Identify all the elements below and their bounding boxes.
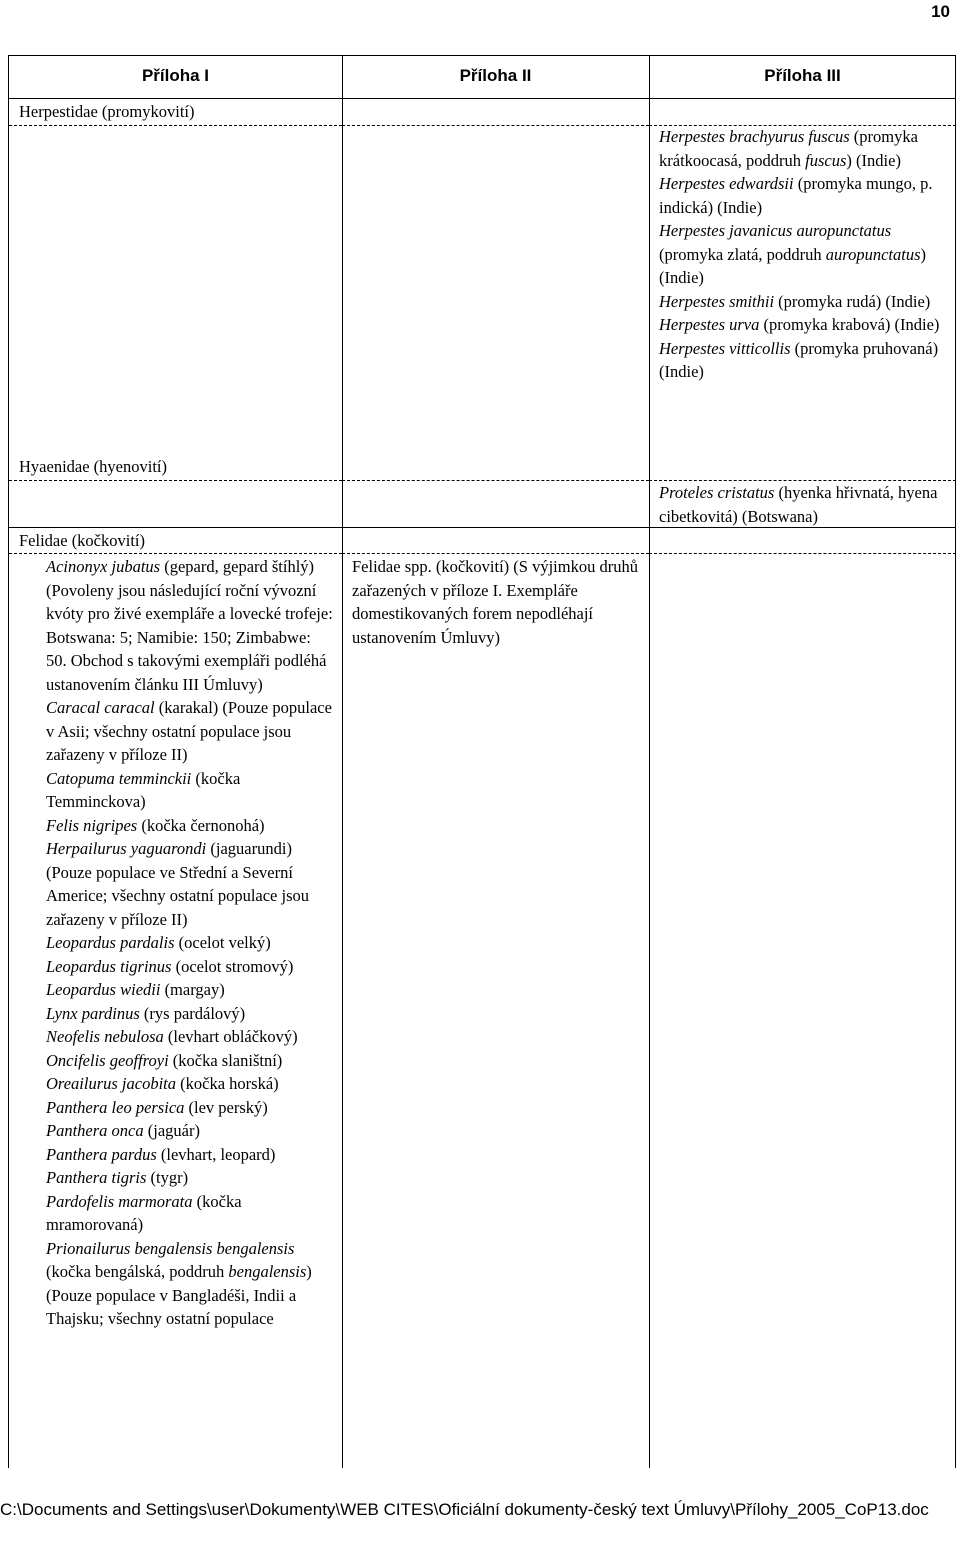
species-entry [46,1049,334,1073]
appendix-table [8,55,956,1468]
species-description: (promyka mungo, p. indická) (Indie) [659,174,933,217]
column-divider [342,56,343,1468]
species-description: (jaguarundi) (Pouze populace ve Střední a Severní Americe; všechny ostatní populace jsou zařazeny v příloze II) [46,839,310,929]
species-entry [46,767,334,814]
species-latin-name: Pardofelis marmorata [46,1191,193,1211]
species-latin-name: Prionailurus bengalensis bengalensis [46,1238,295,1258]
species-description: (kočka mramorovaná) [46,1191,242,1234]
species-latin-name: Herpailurus yaguarondi [46,839,207,858]
species-description: (tygr) [146,1168,189,1187]
family-label: Herpestidae (promykovití) [19,102,195,121]
page-number: 10 [931,2,950,21]
dashed-rule [342,480,649,481]
hyaenidae-appendix-3 [659,481,951,528]
species-latin-name: Herpestes edwardsii [659,174,794,193]
family-separator [9,527,955,528]
felidae-appendix-2: Felidae spp. (kočkovití) (S výjimkou druhů zařazených v příloze I. Exempláře domestikovaných forem nepodléhají ustanovením Úmluvy) [352,557,638,647]
species-latin-name: Herpestes brachyurus fuscus [659,127,850,146]
species-entry [659,219,951,290]
species-latin-name: Herpestes vitticollis [659,338,791,358]
species-latin-name: Leopardus pardalis [46,933,175,952]
species-description: (promyka zlatá, poddruh [659,244,826,264]
species-latin-name: Herpestes urva [659,315,760,334]
species-latin-name: Caracal caracal [46,698,155,717]
species-description: (promyka rudá) (Indie) [774,291,931,311]
species-latin-name: Panthera onca [46,1121,144,1140]
species-description: ) (Indie) [846,150,901,170]
dashed-rule [9,480,342,481]
column-divider [649,56,650,1468]
header-appendix-3: Příloha III [764,66,841,85]
header-appendix-1: Příloha I [141,66,210,85]
species-description: ) (Indie) [659,244,927,287]
species-latin-name: Panthera tigris [46,1168,147,1187]
species-entry [46,1119,334,1143]
species-description: (kočka slaništní) [168,1050,283,1070]
species-description: (ocelot velký) [174,933,271,952]
species-entry [659,481,951,528]
species-entry [46,555,334,696]
species-description: (margay) [160,980,225,999]
species-description: (hyenka hřivnatá, hyena cibetkovitá) (Botswana) [659,483,938,526]
species-entry [659,172,951,219]
species-entry [659,290,951,314]
species-entry [46,837,334,931]
species-latin-name: Acinonyx jubatus [46,557,161,576]
family-label: Felidae (kočkovití) [19,531,146,550]
species-description: (kočka Temminckova) [46,768,241,811]
family-label: Hyaenidae (hyenovití) [19,457,167,476]
species-description: (kočka horská) [176,1074,279,1093]
species-description: (levhart obláčkový) [163,1027,298,1046]
species-description: (karakal) (Pouze populace v Asii; všechny ostatní populace jsou zařazeny v příloze II) [46,698,332,764]
dashed-rule [342,125,649,126]
species-entry [659,337,951,384]
dashed-rule [9,553,342,554]
species-entry [46,1237,334,1331]
species-description: (promyka krátkoocasá, poddruh [659,127,918,170]
species-latin-name: Leopardus wiedii [46,980,161,999]
species-latin-name: Catopuma temminckii [46,768,192,788]
species-latin-name: Neofelis nebulosa [46,1027,164,1046]
dashed-rule [9,125,342,126]
species-latin-name: Oreailurus jacobita [46,1074,177,1093]
species-entry [46,814,334,838]
species-latin-name: Leopardus tigrinus [46,956,172,976]
dashed-rule [649,553,956,554]
species-description: (promyka krabová) (Indie) [759,315,940,334]
species-latin-name: Proteles cristatus [659,483,775,502]
species-entry [46,955,334,979]
species-latin-name: Panthera leo persica [46,1097,185,1117]
species-latin-name: Herpestes javanicus auropunctatus [659,221,892,240]
species-entry [46,1072,334,1096]
species-entry [46,1190,334,1237]
species-latin-name: bengalensis [228,1262,307,1281]
species-entry [659,313,951,337]
species-entry [46,1143,334,1167]
species-entry [46,931,334,955]
species-description: (promyka pruhovaná) (Indie) [659,338,939,381]
species-latin-name: auropunctatus [825,244,921,264]
species-latin-name: fuscus [805,150,847,170]
felidae-appendix-1 [46,555,334,1331]
species-description: (gepard, gepard štíhlý) (Povoleny jsou následující roční vývozní kvóty pro živé exempláře a lovecké trofeje: Botswana: 5; Namibie: 150; Zimbabwe: 50. Obchod s takovými exempláři podléhá ustanovením článku III Úmluvy) [46,557,333,694]
species-entry [46,978,334,1002]
dashed-rule [342,553,649,554]
species-description: (ocelot stromový) [171,956,294,976]
species-latin-name: Panthera pardus [46,1144,157,1164]
species-entry [659,125,951,172]
species-entry [46,1166,334,1190]
species-description: (rys pardálový) [139,1003,246,1023]
species-description: (levhart, leopard) [156,1144,276,1164]
species-description: (kočka černonohá) [137,815,265,835]
species-entry [46,1025,334,1049]
species-description: ) (Pouze populace v Bangladéši, Indii a Thajsku; všechny ostatní populace [46,1262,312,1328]
file-path-footer: C:\Documents and Settings\user\Dokumenty\WEB CITES\Oficiální dokumenty-český text Úmluvy\Přílohy_2005_CoP13.doc [0,1500,929,1519]
species-description: (lev perský) [184,1097,268,1117]
species-latin-name: Herpestes smithii [659,291,775,311]
herpestidae-appendix-3 [659,125,951,384]
table-header-row [9,56,955,99]
species-entry [46,696,334,767]
species-latin-name: Lynx pardinus [46,1003,140,1023]
species-entry [46,1096,334,1120]
species-description: (jaguár) [143,1121,200,1140]
species-latin-name: Felis nigripes [46,815,138,835]
species-entry [46,1002,334,1026]
species-description: (kočka bengálská, poddruh [46,1262,229,1281]
species-latin-name: Oncifelis geoffroyi [46,1050,169,1070]
header-appendix-2: Příloha II [459,66,532,85]
